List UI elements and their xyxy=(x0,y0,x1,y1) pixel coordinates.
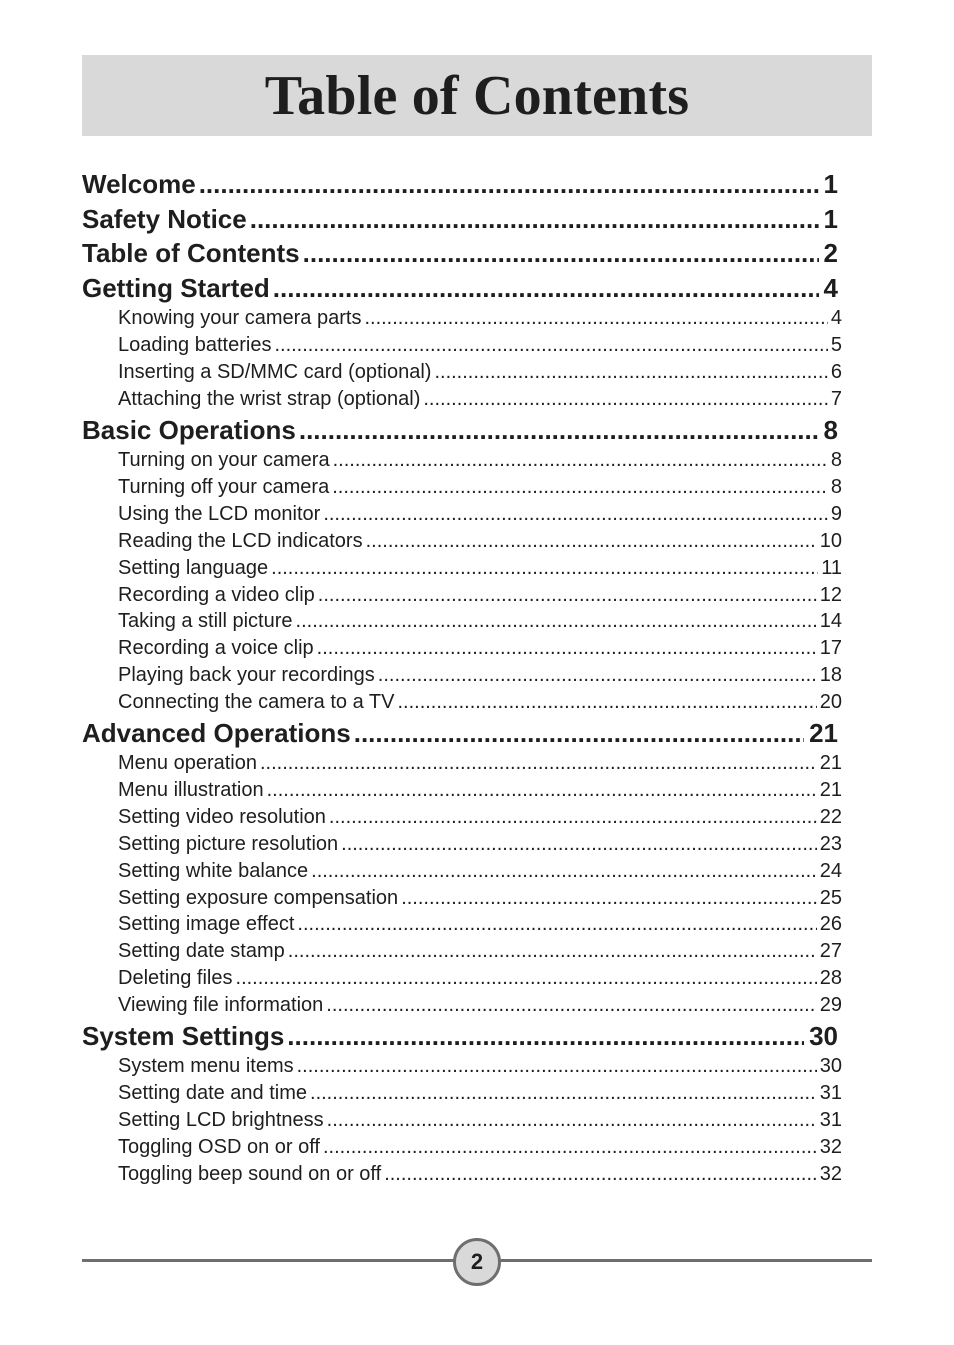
section-page-number: 12 xyxy=(819,583,842,606)
toc-section-entry[interactable] xyxy=(82,635,842,662)
toc-section-entry[interactable] xyxy=(82,804,842,831)
section-page-number: 31 xyxy=(819,1109,842,1132)
dot-leader xyxy=(297,911,816,938)
toc-section-entry[interactable] xyxy=(82,1161,842,1188)
toc-chapter-entry[interactable] xyxy=(82,236,842,271)
section-title: Deleting files xyxy=(118,967,233,990)
toc-section-entry[interactable] xyxy=(82,305,842,332)
section-title: Toggling beep sound on or off xyxy=(118,1162,382,1185)
section-title: Attaching the wrist strap (optional) xyxy=(118,387,421,410)
chapter-title: System Settings xyxy=(82,1020,285,1051)
toc-chapter-entry[interactable] xyxy=(82,167,842,202)
chapter-page-number: 1 xyxy=(823,203,838,234)
section-title: Setting LCD brightness xyxy=(118,1109,324,1132)
page-number-badge: 2 xyxy=(453,1238,501,1286)
dot-leader xyxy=(341,831,817,858)
toc-section-entry[interactable] xyxy=(82,1107,842,1134)
section-page-number: 10 xyxy=(819,529,842,552)
dot-leader xyxy=(274,332,827,359)
dot-leader xyxy=(397,689,816,716)
section-title: Reading the LCD indicators xyxy=(118,529,363,552)
section-title: Turning on your camera xyxy=(118,449,330,472)
dot-leader xyxy=(317,635,817,662)
footer-rule-left xyxy=(82,1259,454,1262)
section-title: Taking a still picture xyxy=(118,610,293,633)
toc-section-entry[interactable] xyxy=(82,750,842,777)
dot-leader xyxy=(401,885,817,912)
dot-leader xyxy=(271,555,818,582)
toc-chapter-entry[interactable] xyxy=(82,716,842,751)
dot-leader xyxy=(354,716,804,751)
section-title: Playing back your recordings xyxy=(118,664,375,687)
section-page-number: 30 xyxy=(819,1055,842,1078)
dot-leader xyxy=(329,804,817,831)
dot-leader xyxy=(236,965,817,992)
dot-leader xyxy=(310,1080,817,1107)
section-page-number: 14 xyxy=(819,610,842,633)
dot-leader xyxy=(434,359,827,386)
dot-leader xyxy=(299,413,819,448)
section-page-number: 6 xyxy=(830,361,842,384)
chapter-title: Safety Notice xyxy=(82,203,247,234)
section-page-number: 8 xyxy=(830,476,842,499)
section-page-number: 22 xyxy=(819,806,842,829)
dot-leader xyxy=(311,858,817,885)
section-page-number: 26 xyxy=(819,913,842,936)
section-page-number: 28 xyxy=(819,967,842,990)
chapter-page-number: 1 xyxy=(823,169,838,199)
toc-section-entry[interactable] xyxy=(82,555,842,582)
section-title: Knowing your camera parts xyxy=(118,307,362,330)
section-page-number: 29 xyxy=(819,993,842,1016)
toc-section-entry[interactable] xyxy=(82,689,842,716)
toc-section-entry[interactable] xyxy=(82,831,842,858)
section-title: Setting date stamp xyxy=(118,940,285,963)
section-page-number: 17 xyxy=(819,637,842,660)
dot-leader xyxy=(378,662,817,689)
section-title: System menu items xyxy=(118,1055,294,1078)
section-page-number: 21 xyxy=(819,779,842,802)
section-title: Turning off your camera xyxy=(118,476,330,499)
chapter-page-number: 21 xyxy=(809,717,838,748)
toc-chapter-entry[interactable] xyxy=(82,1019,842,1054)
section-page-number: 5 xyxy=(830,334,842,357)
section-title: Menu illustration xyxy=(118,779,264,802)
section-title: Connecting the camera to a TV xyxy=(118,690,395,713)
section-title: Toggling OSD on or off xyxy=(118,1135,320,1158)
dot-leader xyxy=(267,777,817,804)
toc-section-entry[interactable] xyxy=(82,501,842,528)
chapter-page-number: 30 xyxy=(809,1020,838,1051)
toc-chapter-entry[interactable] xyxy=(82,271,842,306)
toc-section-entry[interactable] xyxy=(82,911,842,938)
section-page-number: 9 xyxy=(830,503,842,526)
chapter-page-number: 4 xyxy=(823,272,838,303)
dot-leader xyxy=(384,1161,817,1188)
title-banner xyxy=(82,55,872,136)
section-title: Inserting a SD/MMC card (optional) xyxy=(118,361,432,384)
section-page-number: 23 xyxy=(819,832,842,855)
section-title: Setting language xyxy=(118,556,269,579)
section-title: Setting video resolution xyxy=(118,806,326,829)
page-title: Table of Contents xyxy=(264,64,690,127)
toc-section-entry[interactable] xyxy=(82,858,842,885)
chapter-title: Table of Contents xyxy=(82,238,300,269)
section-title: Setting image effect xyxy=(118,913,295,936)
dot-leader xyxy=(303,236,819,271)
dot-leader xyxy=(297,1053,817,1080)
section-page-number: 27 xyxy=(819,940,842,963)
dot-leader xyxy=(326,992,816,1019)
dot-leader xyxy=(318,582,817,609)
chapter-title: Advanced Operations xyxy=(82,717,351,748)
section-title: Recording a voice clip xyxy=(118,637,314,660)
dot-leader xyxy=(423,386,828,413)
section-page-number: 25 xyxy=(819,886,842,909)
toc-section-entry[interactable] xyxy=(82,474,842,501)
section-title: Menu operation xyxy=(118,752,257,775)
toc-section-entry[interactable] xyxy=(82,938,842,965)
section-page-number: 20 xyxy=(819,690,842,713)
dot-leader xyxy=(333,447,828,474)
toc-section-entry[interactable] xyxy=(82,582,842,609)
dot-leader xyxy=(273,271,819,306)
toc-section-entry[interactable] xyxy=(82,1134,842,1161)
chapter-title: Welcome xyxy=(82,169,196,199)
dot-leader xyxy=(260,750,817,777)
table-of-contents xyxy=(82,167,842,1188)
section-title: Setting date and time xyxy=(118,1082,308,1105)
toc-section-entry[interactable] xyxy=(82,386,842,413)
dot-leader xyxy=(296,608,817,635)
dot-leader xyxy=(250,202,819,237)
toc-section-entry[interactable] xyxy=(82,608,842,635)
section-title: Loading batteries xyxy=(118,334,272,357)
dot-leader xyxy=(199,167,819,202)
toc-section-entry[interactable] xyxy=(82,777,842,804)
section-title: Recording a video clip xyxy=(118,583,315,606)
toc-section-entry[interactable] xyxy=(82,359,842,386)
chapter-title: Basic Operations xyxy=(82,414,296,445)
chapter-title: Getting Started xyxy=(82,272,270,303)
footer-rule-right xyxy=(499,1259,872,1262)
dot-leader xyxy=(327,1107,817,1134)
section-page-number: 8 xyxy=(830,449,842,472)
section-title: Setting white balance xyxy=(118,859,309,882)
toc-section-entry[interactable] xyxy=(82,965,842,992)
chapter-page-number: 8 xyxy=(823,414,838,445)
section-page-number: 7 xyxy=(830,387,842,410)
section-page-number: 31 xyxy=(819,1082,842,1105)
section-title: Setting exposure compensation xyxy=(118,886,399,909)
toc-section-entry[interactable] xyxy=(82,447,842,474)
toc-section-entry[interactable] xyxy=(82,528,842,555)
toc-section-entry[interactable] xyxy=(82,885,842,912)
dot-leader xyxy=(288,938,817,965)
dot-leader xyxy=(323,1134,817,1161)
chapter-page-number: 2 xyxy=(823,238,838,269)
toc-section-entry[interactable] xyxy=(82,1053,842,1080)
section-title: Using the LCD monitor xyxy=(118,503,321,526)
dot-leader xyxy=(366,528,817,555)
dot-leader xyxy=(287,1019,804,1054)
dot-leader xyxy=(364,305,827,332)
toc-section-entry[interactable] xyxy=(82,1080,842,1107)
dot-leader xyxy=(323,501,828,528)
section-title: Viewing file information xyxy=(118,993,324,1016)
toc-section-entry[interactable] xyxy=(82,992,842,1019)
section-title: Setting picture resolution xyxy=(118,832,339,855)
section-page-number: 11 xyxy=(821,556,842,579)
toc-section-entry[interactable] xyxy=(82,662,842,689)
toc-section-entry[interactable] xyxy=(82,332,842,359)
toc-chapter-entry[interactable] xyxy=(82,202,842,237)
section-page-number: 21 xyxy=(819,752,842,775)
toc-chapter-entry[interactable] xyxy=(82,413,842,448)
section-page-number: 4 xyxy=(830,307,842,330)
section-page-number: 32 xyxy=(819,1162,842,1185)
section-page-number: 24 xyxy=(819,859,842,882)
section-page-number: 18 xyxy=(819,664,842,687)
section-page-number: 32 xyxy=(819,1135,842,1158)
dot-leader xyxy=(332,474,828,501)
